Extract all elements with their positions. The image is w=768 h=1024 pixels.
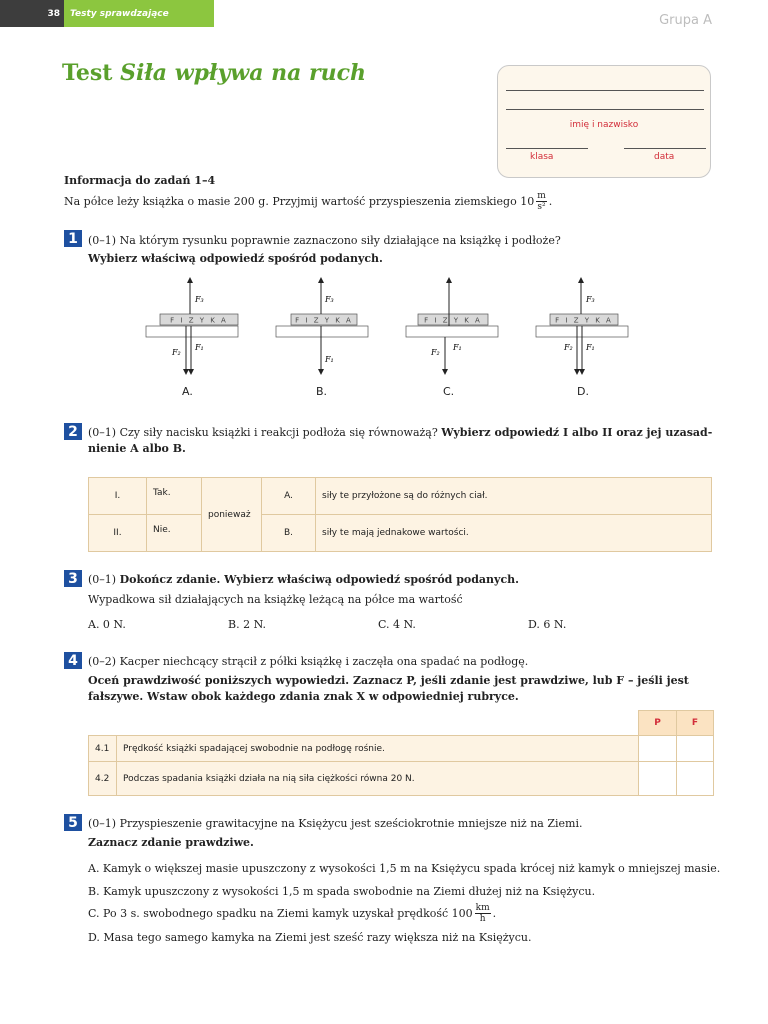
q2-instruction-b: nienie A albo B.	[88, 442, 186, 455]
q2-text: (0–1) Czy siły nacisku książki i reakcji podłoża się równoważą?	[88, 426, 438, 439]
question-number-5: 5	[64, 814, 82, 831]
question-number-3: 3	[64, 570, 82, 587]
group-label: Grupa A	[659, 13, 712, 28]
label-f1: F₁	[325, 355, 334, 364]
q2-text-line	[88, 426, 712, 439]
option-c[interactable]: C.	[443, 385, 455, 398]
q3-instruction: Dokończ zdanie. Wybierz właściwą odpowiedź spośród podanych.	[119, 573, 519, 586]
label-f2: F₂	[172, 348, 181, 357]
q2-table	[88, 477, 712, 552]
title-prefix: Test	[62, 60, 113, 86]
book-label: F I Z Y K A	[424, 316, 482, 325]
q4-instruction-1: Oceń prawdziwość poniższych wypowiedzi. Zaznacz P, jeśli zdanie jest prawdziwe, lub F – jeśli jest	[88, 674, 689, 687]
q3-option-b[interactable]: B. 2 N.	[228, 618, 266, 631]
unit-denominator: h	[479, 914, 486, 924]
q4-instruction-2: fałszywe. Wstaw obok każdego zdania znak X w odpowiedniej rubryce.	[88, 690, 519, 703]
q3-option-a[interactable]: A. 0 N.	[88, 618, 126, 631]
header-p: P	[639, 711, 677, 736]
q1-text: (0–1) Na którym rysunku poprawnie zaznaczono siły działające na książkę i podłoże?	[88, 234, 561, 247]
table-row	[89, 736, 714, 762]
book-label: F I Z Y K A	[295, 316, 353, 325]
label-f1: F₁	[586, 343, 595, 352]
info-end: .	[548, 195, 553, 208]
question-number-2: 2	[64, 423, 82, 440]
question-number-1: 1	[64, 230, 82, 247]
q3-option-d[interactable]: D. 6 N.	[528, 618, 567, 631]
label-f3: F₃	[586, 295, 595, 304]
page-number: 38	[0, 0, 64, 27]
diagram-c[interactable]	[406, 278, 498, 374]
page-header-bar	[0, 0, 214, 27]
table-row	[89, 762, 714, 796]
info-sentence: Na półce leży książka o masie 200 g. Przyjmij wartość przyspieszenia ziemskiego 10	[64, 195, 535, 208]
info-heading: Informacja do zadań 1–4	[64, 174, 216, 187]
option-a[interactable]: A.	[182, 385, 193, 398]
label-f3: F₃	[195, 295, 204, 304]
q5-instruction: Zaznacz zdanie prawdziwe.	[88, 836, 254, 849]
connector: ponieważ	[202, 478, 262, 552]
book-label: F I Z Y K A	[170, 316, 228, 325]
unit-denominator: s²	[537, 202, 546, 212]
table-row	[89, 478, 712, 515]
row-id: 4.2	[89, 762, 117, 796]
speed-unit-fraction	[475, 903, 491, 924]
reason-id-a[interactable]: A.	[262, 478, 316, 515]
q5-text: (0–1) Przyspieszenie grawitacyjne na Księżycu jest sześciokrotnie mniejsze niż na Ziemi.	[88, 817, 583, 830]
label-f2: F₂	[431, 348, 440, 357]
shelf	[406, 326, 498, 337]
name-line-2[interactable]	[506, 109, 704, 110]
header-f: F	[677, 711, 714, 736]
q5-option-c[interactable]	[88, 903, 496, 924]
label-f2: F₂	[564, 343, 573, 352]
option-b[interactable]: B.	[316, 385, 328, 398]
answer-yes[interactable]: Tak.	[147, 478, 202, 515]
q5-option-c-end: .	[492, 907, 497, 920]
label-f1: F₁	[195, 343, 204, 352]
q3-option-c[interactable]: C. 4 N.	[378, 618, 416, 631]
row-id-2[interactable]: II.	[89, 515, 147, 552]
table-header-row	[89, 711, 714, 736]
shelf	[146, 326, 238, 337]
row-text: Prędkość książki spadającej swobodnie na podłogę rośnie.	[117, 736, 639, 762]
q2-instruction-a: Wybierz odpowiedź I albo II oraz jej uzasad-	[441, 426, 713, 439]
name-label: imię i nazwisko	[569, 120, 639, 130]
q3-text: Wypadkowa sił działających na książkę leżącą na półce ma wartość	[88, 593, 463, 606]
date-label: data	[654, 152, 675, 162]
unit-numerator: m	[537, 191, 546, 201]
option-d[interactable]: D.	[577, 385, 589, 398]
info-text	[64, 191, 552, 212]
class-label: klasa	[530, 152, 554, 162]
checkbox-p-4-2[interactable]	[639, 762, 677, 796]
q3-prefix: (0–1)	[88, 573, 117, 586]
reason-id-b[interactable]: B.	[262, 515, 316, 552]
q5-option-d[interactable]: D. Masa tego samego kamyka na Ziemi jest sześć razy większa niż na Księżycu.	[88, 931, 532, 944]
q4-table	[88, 710, 714, 796]
q1-instruction: Wybierz właściwą odpowiedź spośród podanych.	[88, 252, 383, 265]
section-label: Testy sprawdzające	[64, 0, 214, 27]
q5-option-c-text: C. Po 3 s. swobodnego spadku na Ziemi kamyk uzyskał prędkość 100	[88, 907, 473, 920]
diagram-d[interactable]	[536, 278, 628, 374]
name-line-1[interactable]	[506, 90, 704, 91]
reason-b[interactable]: siły te mają jednakowe wartości.	[316, 515, 712, 552]
class-line[interactable]	[506, 148, 588, 149]
force-diagrams	[0, 270, 768, 382]
label-f1: F₁	[453, 343, 462, 352]
shelf	[276, 326, 368, 337]
checkbox-f-4-1[interactable]	[677, 736, 714, 762]
row-id-1[interactable]: I.	[89, 478, 147, 515]
unit-numerator: km	[475, 903, 490, 913]
book-label: F I Z Y K A	[555, 316, 613, 325]
checkbox-f-4-2[interactable]	[677, 762, 714, 796]
table-row	[89, 515, 712, 552]
diagram-b[interactable]	[276, 278, 368, 374]
student-name-box	[497, 65, 711, 178]
diagram-a[interactable]	[146, 278, 238, 374]
q3-header	[88, 573, 519, 586]
q5-option-b[interactable]: B. Kamyk upuszczony z wysokości 1,5 m spada swobodnie na Ziemi dłużej niż na Księżycu.	[88, 885, 596, 898]
title-topic: Siła wpływa na ruch	[120, 60, 367, 86]
answer-no[interactable]: Nie.	[147, 515, 202, 552]
date-line[interactable]	[624, 148, 706, 149]
reason-a[interactable]: siły te przyłożone są do różnych ciał.	[316, 478, 712, 515]
label-f3: F₃	[325, 295, 334, 304]
unit-fraction	[536, 191, 547, 212]
question-number-4: 4	[64, 652, 82, 669]
row-id: 4.1	[89, 736, 117, 762]
row-text: Podczas spadania książki działa na nią siła ciężkości równa 20 N.	[117, 762, 639, 796]
q4-text: (0–2) Kacper niechcący strącił z półki książkę i zaczęła ona spadać na podłogę.	[88, 655, 529, 668]
q5-option-a[interactable]: A. Kamyk o większej masie upuszczony z wysokości 1,5 m na Księżycu spada krócej niż kamyk o mniejszej masie.	[88, 862, 721, 875]
page-title	[62, 60, 366, 86]
checkbox-p-4-1[interactable]	[639, 736, 677, 762]
